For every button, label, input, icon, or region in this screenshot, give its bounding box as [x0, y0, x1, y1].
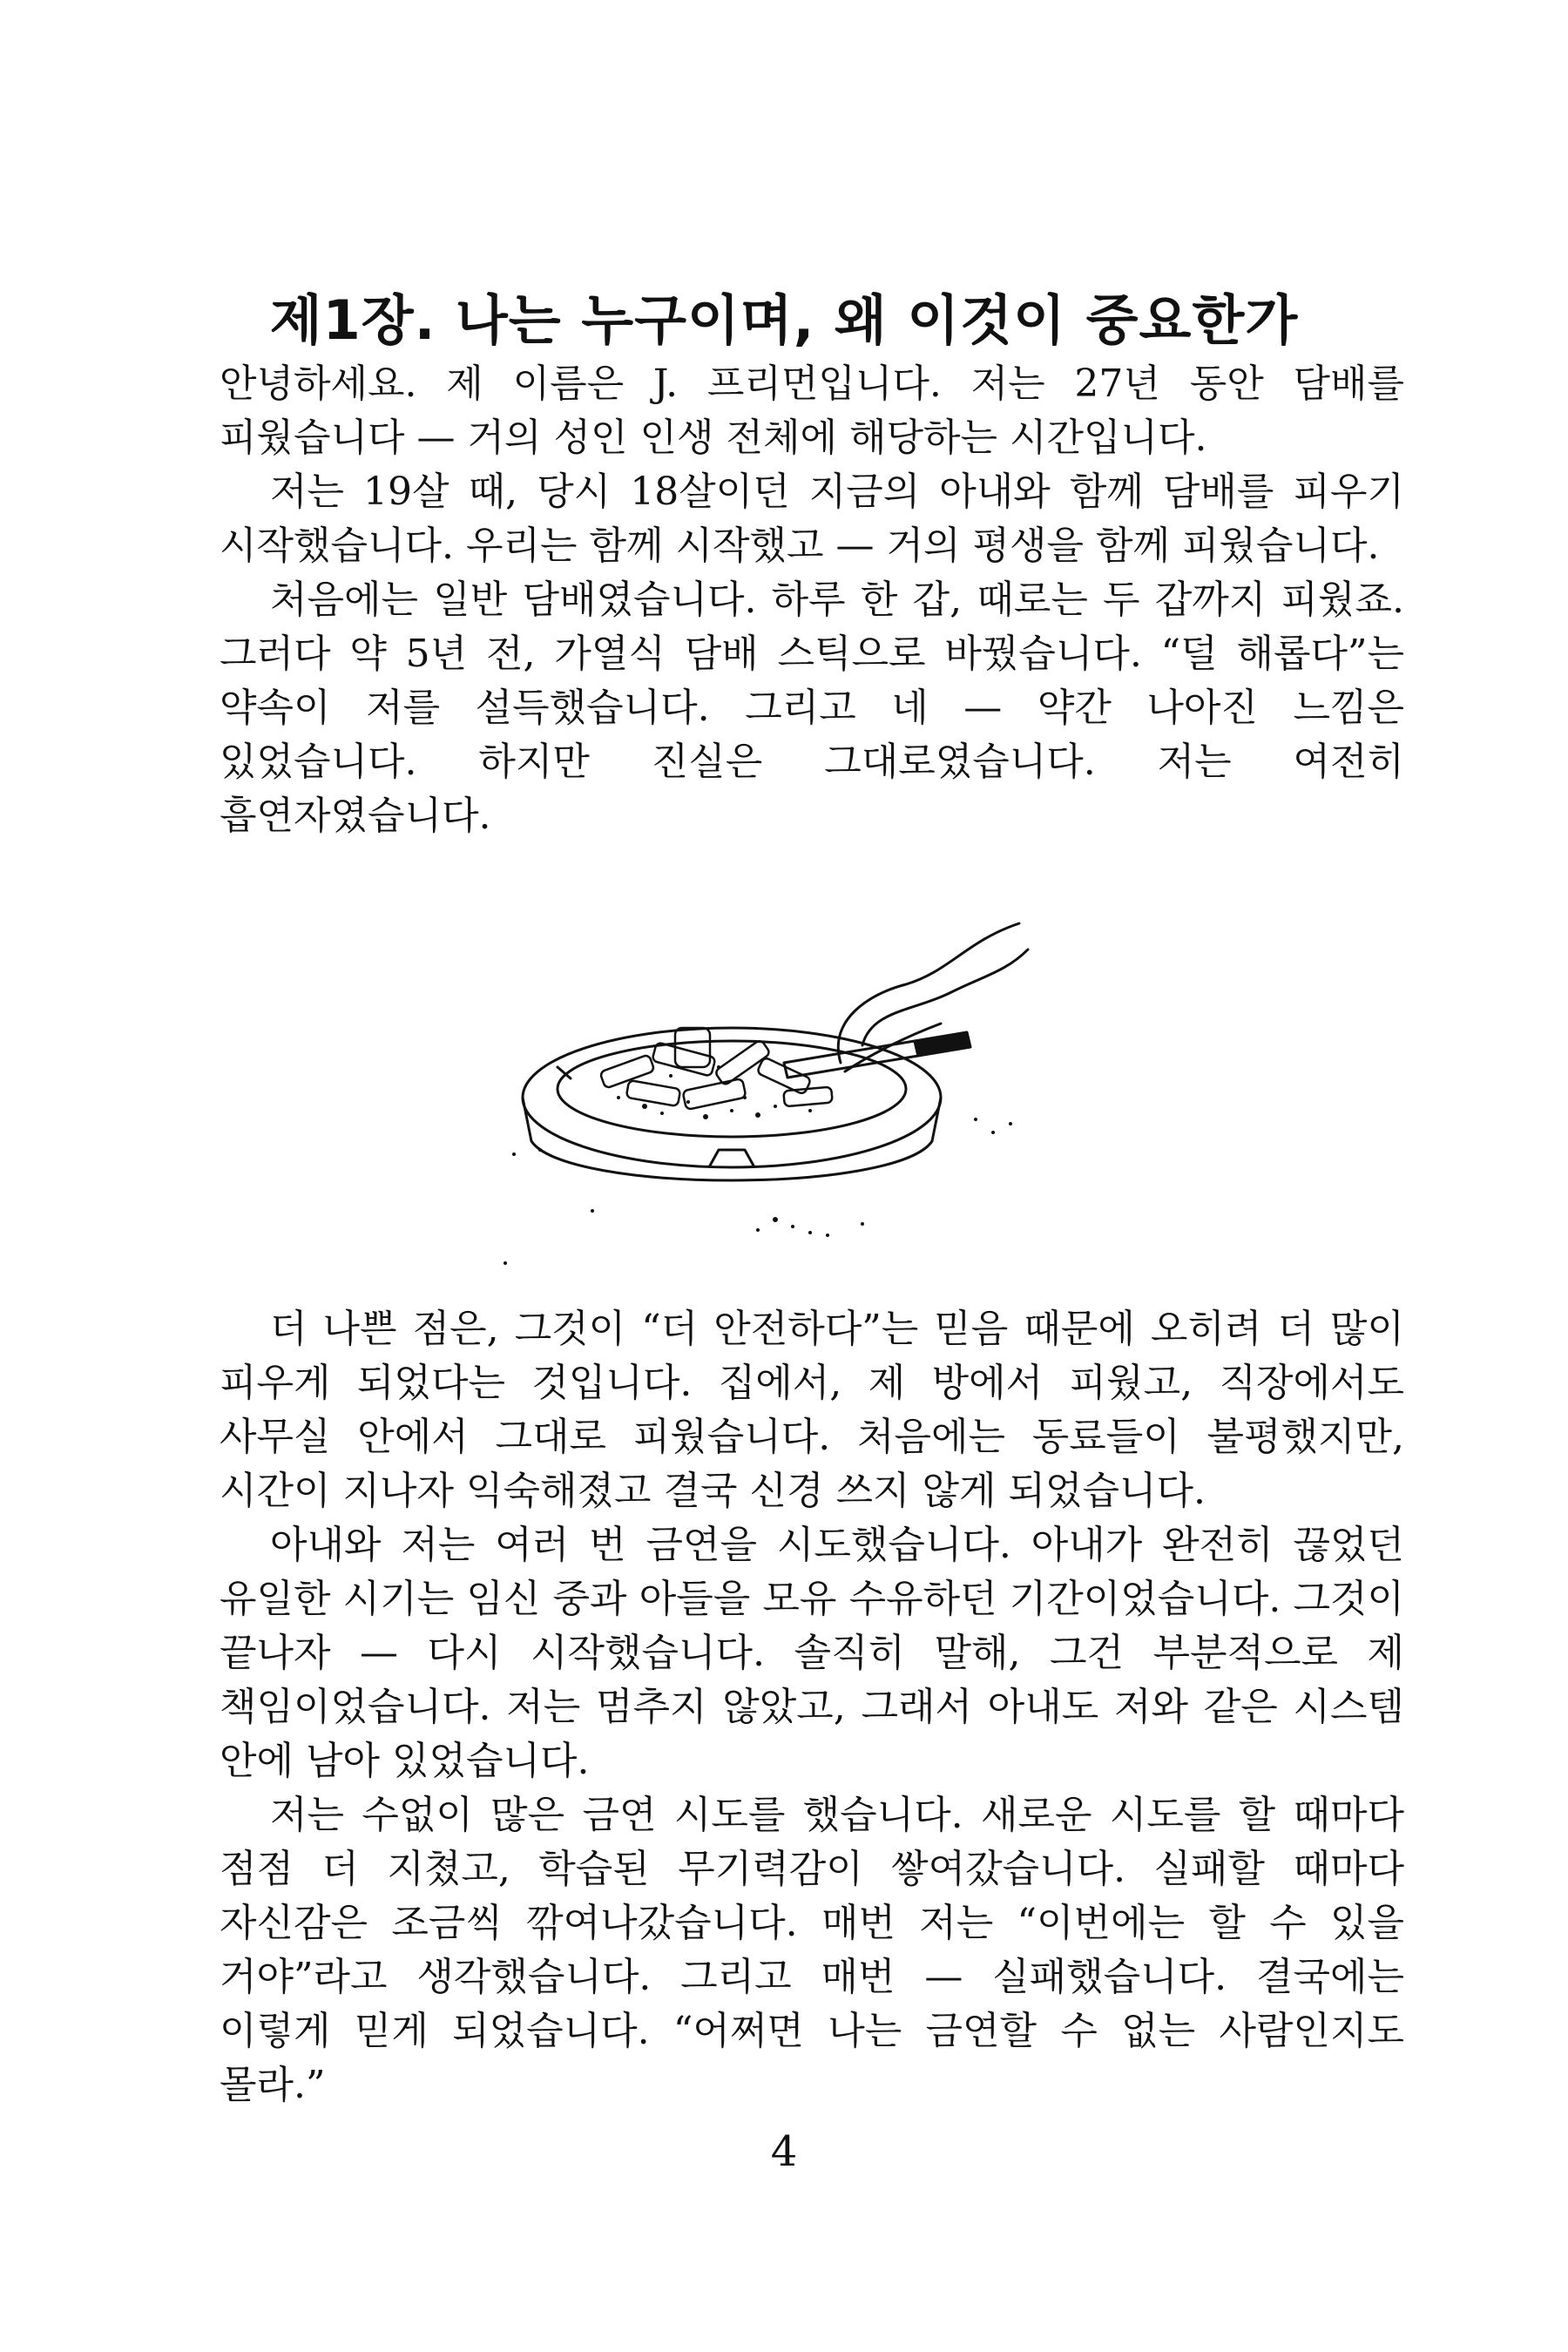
paragraph: 안녕하세요. 제 이름은 J. 프리먼입니다. 저는 27년 동안 담배를 피웠습니다 — 거의 성인 인생 전체에 해당하는 시간입니다.	[220, 362, 1404, 460]
text-block-top	[220, 357, 1404, 843]
paragraph: 더 나쁜 점은, 그것이 “더 안전하다”는 믿음 때문에 오히려 더 많이 피우게 되었다는 것입니다. 집에서, 제 방에서 피웠고, 직장에서도 사무실 안에서 그대로 피웠습니다. 처음에는 동료들이 불평했지만, 시간이 지나자 익숙해졌고 결국 신경 쓰지 않게 되었습니다.	[220, 1307, 1404, 1513]
paragraph: 저는 19살 때, 당시 18살이던 지금의 아내와 함께 담배를 피우기 시작했습니다. 우리는 함께 시작했고 — 거의 평생을 함께 피웠습니다.	[220, 470, 1404, 568]
text-block-bottom	[220, 1302, 1404, 2112]
resting-cigarette	[784, 1032, 970, 1078]
page-number: 4	[770, 2127, 798, 2176]
cigarette-butt	[682, 1078, 746, 1110]
paragraph: 저는 수없이 많은 금연 시도를 했습니다. 새로운 시도를 할 때마다 점점 더 지쳤고, 학습된 무기력감이 쌓여갔습니다. 실패할 때마다 자신감은 조금씩 깎여나갔습니다. 매번 저는 “이번에는 할 수 있을 거야”라고 생각했습니다. 그리고 매번 — 실패했습니다. 결국에는 이렇게 믿게 되었습니다. “어쩌면 나는 금연할 수 없는 사람인지도 몰라.”	[220, 1793, 1404, 2107]
ashtray-with-cigarettes-illustration	[497, 889, 1054, 1289]
cigarette-butt	[652, 1042, 715, 1076]
chapter-title: 제1장. 나는 누구이며, 왜 이것이 중요한가	[269, 288, 1299, 352]
ashtray-notch	[710, 1150, 754, 1166]
paragraph: 처음에는 일반 담배였습니다. 하루 한 갑, 때로는 두 갑까지 피웠죠. 그러다 약 5년 전, 가열식 담배 스틱으로 바꿨습니다. “덜 해롭다”는 약속이 저를 설득했습니다. 그리고 네 — 약간 나아진 느낌은 있었습니다. 하지만 진실은 그대로였습니다. 저는 여전히 흡연자였습니다.	[220, 578, 1404, 838]
ashtray-rim	[523, 1028, 941, 1167]
ashtray-bowl	[558, 1041, 906, 1137]
paragraph: 아내와 저는 여러 번 금연을 시도했습니다. 아내가 완전히 끊었던 유일한 시기는 임신 중과 아들을 모유 수유하던 기간이었습니다. 그것이 끝나자 — 다시 시작했습니다. 솔직히 말해, 그건 부분적으로 제 책임이었습니다. 저는 멈추지 않았고, 그래서 아내도 저와 같은 시스템 안에 남아 있었습니다.	[220, 1523, 1404, 1783]
cigarette-butt	[783, 1087, 832, 1107]
spilled-ash	[504, 1118, 1012, 1265]
cigarette-butt	[626, 1080, 681, 1106]
